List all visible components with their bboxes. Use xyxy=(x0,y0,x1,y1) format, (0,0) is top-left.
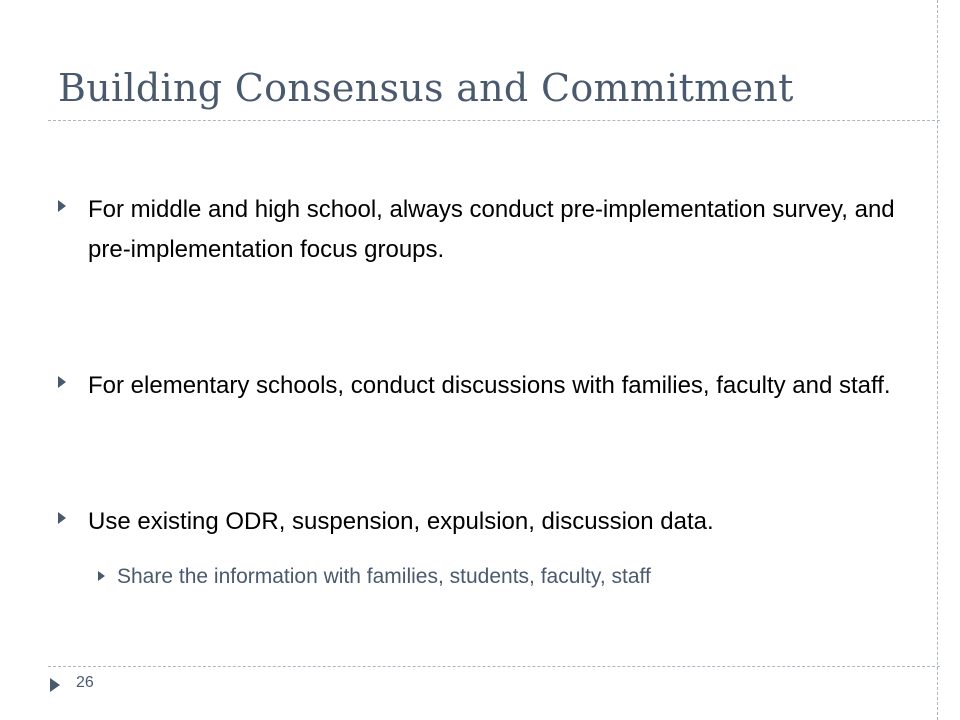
vertical-divider xyxy=(937,0,938,720)
bullet-text: Use existing ODR, suspension, expulsion, discussion data. xyxy=(88,508,714,535)
bullet-arrow-icon xyxy=(58,200,66,212)
sub-bullet-text: Share the information with families, students, faculty, staff xyxy=(117,565,651,588)
sub-bullet-item xyxy=(98,561,918,593)
bullet-text: For elementary schools, conduct discussions with families, faculty and staff. xyxy=(88,372,891,399)
sub-bullet-arrow-icon xyxy=(98,571,105,581)
bullet-arrow-icon xyxy=(58,512,66,524)
bullet-item xyxy=(58,366,918,406)
slide-title: Building Consensus and Commitment xyxy=(58,66,794,110)
footer-triangle-icon xyxy=(50,678,60,692)
footer-divider xyxy=(48,666,940,667)
bullet-arrow-icon xyxy=(58,376,66,388)
bullet-item xyxy=(58,502,918,542)
title-divider xyxy=(48,120,940,121)
page-number: 26 xyxy=(76,674,94,691)
bullet-text: For middle and high school, always conduct pre-implementation survey, and pre-implementation focus groups. xyxy=(88,196,895,263)
bullet-item xyxy=(58,190,918,270)
